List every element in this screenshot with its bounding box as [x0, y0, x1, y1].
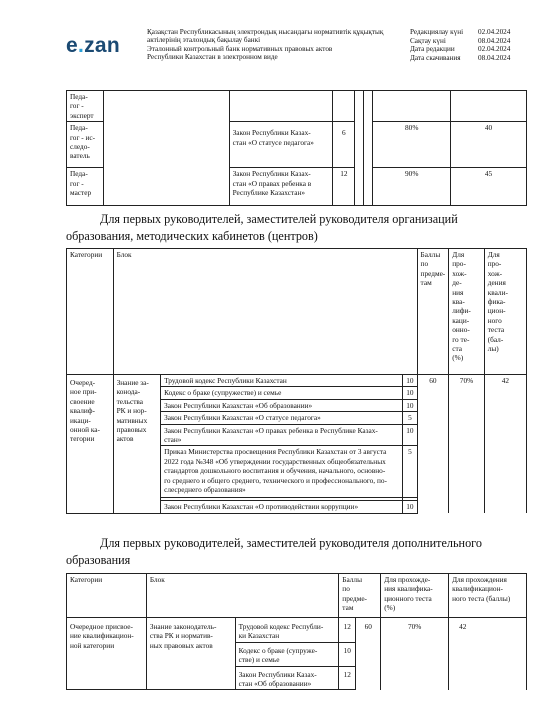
subject-score: 5: [403, 446, 417, 498]
points-cell: 45: [451, 168, 527, 206]
header-score: Баллы по предме- там: [417, 249, 449, 375]
score-cell: 12: [333, 168, 355, 206]
block-cell: Знание за- конода- тельства РК и нор- мативных правовых актов: [113, 375, 160, 514]
header-block: Блок: [113, 249, 417, 375]
points-cell: 40: [451, 122, 527, 168]
heads-additional-table: [66, 573, 527, 690]
subject-score: 10: [339, 642, 356, 666]
section-heading-heads-methodical: Для первых руководителей, заместителей руководителя организаций образования, методических кабинетов (центров): [66, 212, 458, 243]
header-meta: Редакциялау күні 02.04.2024 Сақтау күні 08.04.2024 Дата редакции 02.04.2024 Дата скачивания 08.04.2024: [410, 28, 511, 62]
header-percent: Для прохожде- ния квалифика- ционного теста (%): [381, 574, 449, 618]
subject-cell: Трудовой кодекс Республи- ки Казахстан: [235, 618, 339, 643]
subject-cell: Закон Республики Казахстан «О статусе педагога»: [161, 412, 403, 424]
percent-cell: 70%: [449, 375, 484, 514]
subject-cell: Закон Республики Казахстан «Об образовании»: [161, 399, 403, 411]
heads-methodical-table: [66, 248, 527, 514]
page-header: [0, 0, 557, 72]
block-cell: Знание законодатель- ства РК и норматив- ных правовых актов: [146, 618, 235, 690]
table-header-row: [67, 249, 527, 375]
subject-score: 12: [339, 618, 356, 643]
subject-score: 5: [403, 412, 417, 424]
header-score: Баллы по предме- там: [339, 574, 381, 618]
subject-cell: Трудовой кодекс Республики Казахстан: [161, 375, 403, 387]
teacher-category-table: [66, 90, 527, 206]
percent-cell: 80%: [373, 122, 451, 168]
subject-score: 10: [403, 399, 417, 411]
subject-cell: Закон Республики Казахстан «О правах ребенка в Республике Казах- стан»: [161, 424, 403, 446]
percent-cell: 90%: [373, 168, 451, 206]
points-cell: 42: [484, 375, 526, 514]
percent-cell: 70%: [381, 618, 449, 690]
subject-cell: Приказ Министерства просвещения Республики Казахстан от 3 августа 2022 года №348 «Об утверждении государственных общеобязательных стандартов дошкольного воспитания и обучения, начального, основно- го среднего и общего среднего, технического и профессионального, по- слесреднего образования»: [161, 446, 403, 498]
header-title: Қазақстан Республикасының электрондық нысандағы нормативтік құқықтық актілерінің эталондық бақылау банкі Эталонный контрольный банк нормативных правовых актов Республики Казахстан в электронном виде: [147, 28, 384, 62]
header-category: Категории: [67, 574, 147, 618]
header-percent: Для про- хож- де- ния ква- лифи- каци- онно- го те- ста (%): [449, 249, 484, 375]
subject-cell: Закон Республики Казах- стан «Об образовании»: [235, 666, 339, 690]
table-header-row: [67, 574, 527, 618]
table-row: [67, 122, 527, 168]
section-heading-heads-additional: Для первых руководителей, заместителей руководителя дополнительного образования: [66, 536, 482, 567]
category-cell: Очеред- ное при- своение квалиф- икаци- онной ка- тегории: [67, 375, 114, 514]
header-category: Категории: [67, 249, 114, 375]
header-block: Блок: [146, 574, 338, 618]
subject-score: 12: [339, 666, 356, 690]
law-cell: Закон Республики Казах- стан «О правах ребенка в Республике Казахстан»: [229, 168, 333, 206]
law-cell: [229, 91, 333, 122]
category-cell: Очередное присвое- ние квалификацион- ной категории: [67, 618, 147, 690]
subject-cell: Кодекс о браке (супруже- стве) и семье: [235, 642, 339, 666]
subject-score: 10: [403, 501, 417, 513]
header-points: Для про- хож- дения квали- фика- цион- ного теста (бал- лы): [484, 249, 526, 375]
category-cell: Педа- гог - ис- следо- ватель: [67, 122, 104, 168]
category-cell: Педа- гог - мастер: [67, 168, 104, 206]
law-cell: Закон Республики Казах- стан «О статусе педагога»: [229, 122, 333, 168]
category-cell: Педа- гог - эксперт: [67, 91, 104, 122]
table-row: [67, 618, 527, 643]
total-score-cell: 60: [356, 618, 381, 690]
table-row: [67, 375, 527, 387]
score-cell: 6: [333, 122, 355, 168]
subject-score: 10: [403, 387, 417, 399]
table-row: [67, 91, 527, 122]
subject-cell: Кодекс о браке (супружестве) и семье: [161, 387, 403, 399]
points-cell: 42: [449, 618, 527, 690]
table-row: [67, 168, 527, 206]
subject-score: 10: [403, 424, 417, 446]
subject-cell: Закон Республики Казахстан «О противодействии коррупции»: [161, 501, 403, 513]
total-score-cell: 60: [417, 375, 449, 514]
header-points: Для прохождения квалификацион- ного теста (баллы): [449, 574, 527, 618]
ezan-logo: e.zan: [66, 34, 121, 57]
subject-score: 10: [403, 375, 417, 387]
